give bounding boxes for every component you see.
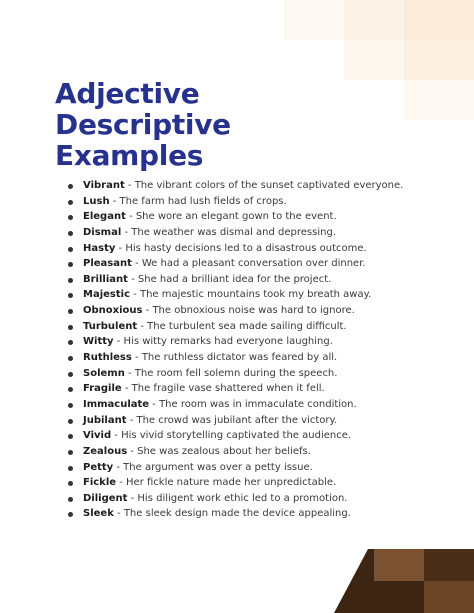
separator: - xyxy=(131,258,142,270)
adjective-word: Obnoxious xyxy=(83,305,143,317)
page-title xyxy=(55,78,231,171)
example-sentence: We had a pleasant conversation over dinner. xyxy=(141,258,366,270)
separator: - xyxy=(137,320,148,332)
title-line-2: Descriptive xyxy=(55,108,231,141)
list-item xyxy=(65,303,403,319)
adjective-word: Immaculate xyxy=(83,398,150,410)
bullet-icon xyxy=(68,466,73,471)
adjective-word: Turbulent xyxy=(83,320,138,332)
adjective-word: Witty xyxy=(83,336,114,348)
bullet-icon xyxy=(68,372,73,377)
bullet-icon xyxy=(68,309,73,314)
separator: - xyxy=(113,461,124,473)
list-item xyxy=(65,272,403,288)
list-item xyxy=(65,413,403,429)
bullet-icon xyxy=(68,450,73,455)
separator: - xyxy=(113,508,124,520)
separator: - xyxy=(116,477,127,489)
example-sentence: Her fickle nature made her unpredictable. xyxy=(126,477,337,489)
title-line-3: Examples xyxy=(55,139,204,172)
adjective-word: Vivid xyxy=(83,430,112,442)
bullet-icon xyxy=(68,215,73,220)
list-item xyxy=(65,178,403,194)
separator: - xyxy=(142,305,153,317)
bullet-icon xyxy=(68,481,73,486)
separator: - xyxy=(121,383,132,395)
bullet-icon xyxy=(68,497,73,502)
list-item xyxy=(65,209,403,225)
list-item xyxy=(65,381,403,397)
adjective-word: Diligent xyxy=(83,492,128,504)
examples-list xyxy=(65,178,403,522)
bullet-icon xyxy=(68,200,73,205)
bullet-icon xyxy=(68,184,73,189)
separator: - xyxy=(127,492,138,504)
example-sentence: She had a brilliant idea for the project. xyxy=(137,273,332,285)
bullet-icon xyxy=(68,512,73,517)
bullet-icon xyxy=(68,403,73,408)
list-item xyxy=(65,428,403,444)
separator: - xyxy=(126,414,137,426)
list-item xyxy=(65,366,403,382)
separator: - xyxy=(111,430,122,442)
adjective-word: Fragile xyxy=(83,383,122,395)
adjective-word: Sleek xyxy=(83,508,114,520)
list-item xyxy=(65,491,403,507)
list-item xyxy=(65,444,403,460)
example-sentence: The vibrant colors of the sunset captivated everyone. xyxy=(134,180,404,191)
list-item xyxy=(65,225,403,241)
bullet-icon xyxy=(68,356,73,361)
bullet-icon xyxy=(68,387,73,392)
list-item xyxy=(65,506,403,522)
adjective-word: Zealous xyxy=(83,445,128,457)
separator: - xyxy=(149,398,160,410)
adjective-word: Fickle xyxy=(83,477,117,489)
example-sentence: The turbulent sea made sailing difficult. xyxy=(147,320,347,332)
separator: - xyxy=(130,289,140,301)
list-item xyxy=(65,460,403,476)
example-sentence: The majestic mountains took my breath away. xyxy=(139,289,372,301)
example-sentence: His hasty decisions led to a disastrous outcome. xyxy=(125,242,367,254)
separator: - xyxy=(124,367,135,379)
bullet-icon xyxy=(68,231,73,236)
example-sentence: The fragile vase shattered when it fell. xyxy=(131,383,325,395)
title-line-1: Adjective xyxy=(55,77,200,110)
example-sentence: The sleek design made the device appealing. xyxy=(123,508,351,520)
list-item xyxy=(65,287,403,303)
bullet-icon xyxy=(68,262,73,267)
top-decoration xyxy=(284,0,474,120)
list-item xyxy=(65,241,403,257)
adjective-word: Elegant xyxy=(83,211,126,223)
adjective-word: Petty xyxy=(83,461,114,473)
list-item xyxy=(65,194,403,210)
adjective-word: Dismal xyxy=(83,226,122,238)
example-sentence: The obnoxious noise was hard to ignore. xyxy=(152,305,355,317)
example-sentence: The ruthless dictator was feared by all. xyxy=(141,352,338,364)
separator: - xyxy=(109,195,120,207)
example-sentence: The farm had lush fields of crops. xyxy=(119,195,287,207)
adjective-word: Ruthless xyxy=(83,352,132,364)
bullet-icon xyxy=(68,434,73,439)
example-sentence: His witty remarks had everyone laughing. xyxy=(123,336,333,348)
separator: - xyxy=(124,180,135,191)
bullet-icon xyxy=(68,247,73,252)
separator: - xyxy=(131,352,142,364)
bullet-icon xyxy=(68,419,73,424)
adjective-word: Vibrant xyxy=(83,180,125,191)
list-item xyxy=(65,475,403,491)
adjective-word: Solemn xyxy=(83,367,125,379)
adjective-word: Lush xyxy=(83,195,110,207)
example-sentence: The room fell solemn during the speech. xyxy=(134,367,338,379)
adjective-word: Majestic xyxy=(83,289,130,301)
adjective-word: Jubilant xyxy=(83,414,127,426)
example-sentence: His diligent work ethic led to a promotion. xyxy=(137,492,348,504)
bullet-icon xyxy=(68,325,73,330)
separator: - xyxy=(121,226,132,238)
example-sentence: The crowd was jubilant after the victory. xyxy=(136,414,338,426)
bottom-decoration xyxy=(334,549,474,613)
example-sentence: The room was in immaculate condition. xyxy=(159,398,357,410)
separator: - xyxy=(127,273,138,285)
bullet-icon xyxy=(68,293,73,298)
example-sentence: The weather was dismal and depressing. xyxy=(131,226,336,238)
example-sentence: The argument was over a petty issue. xyxy=(123,461,313,473)
list-item xyxy=(65,350,403,366)
list-item xyxy=(65,256,403,272)
list-item xyxy=(65,319,403,335)
example-sentence: She was zealous about her beliefs. xyxy=(137,445,311,457)
separator: - xyxy=(115,242,126,254)
list-item xyxy=(65,397,403,413)
separator: - xyxy=(125,211,136,223)
separator: - xyxy=(113,336,124,348)
example-sentence: She wore an elegant gown to the event. xyxy=(135,211,337,223)
adjective-word: Brilliant xyxy=(83,273,128,285)
list-item xyxy=(65,334,403,350)
bullet-icon xyxy=(68,278,73,283)
separator: - xyxy=(127,445,138,457)
adjective-word: Hasty xyxy=(83,242,116,254)
adjective-word: Pleasant xyxy=(83,258,132,270)
example-sentence: His vivid storytelling captivated the audience. xyxy=(121,430,352,442)
bullet-icon xyxy=(68,340,73,345)
